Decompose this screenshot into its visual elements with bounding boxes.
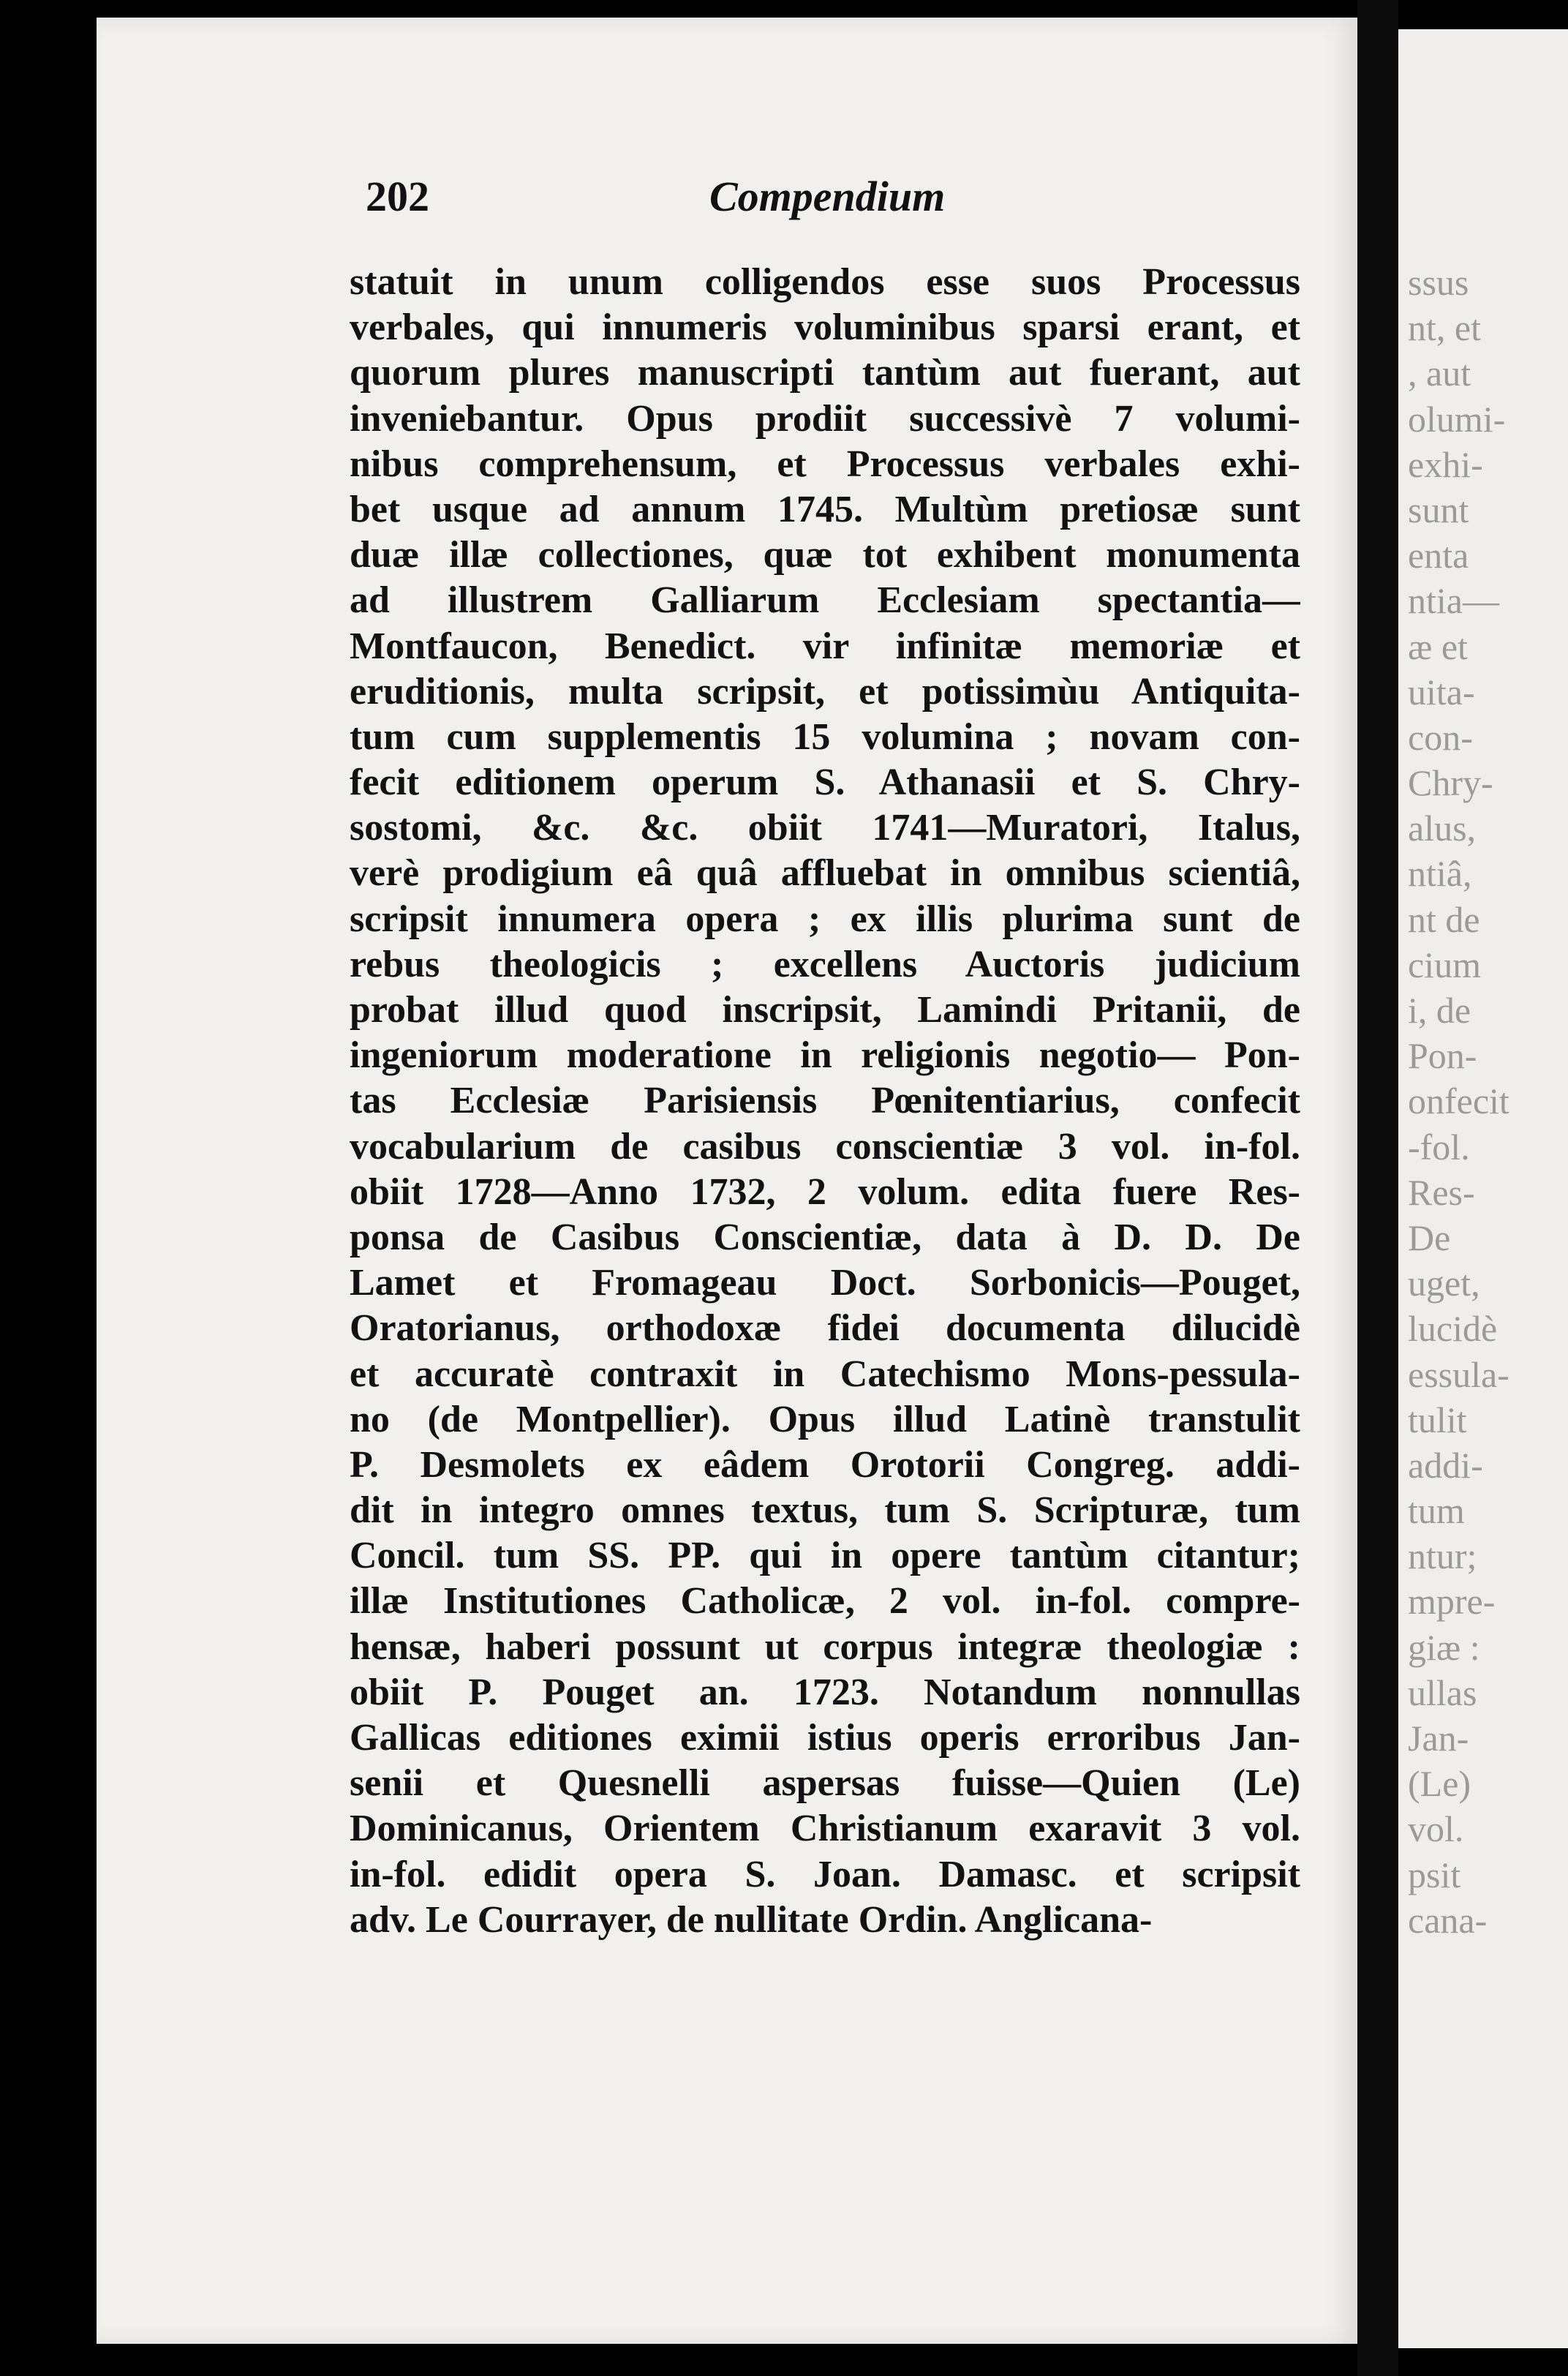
text-line: hensæ, haberi possunt ut corpus integræ theologiæ : bbox=[350, 1625, 1300, 1668]
bleed-line: æ et bbox=[1408, 625, 1468, 667]
text-line: illæ Institutiones Catholicæ, 2 vol. in-fol. compre- bbox=[350, 1580, 1300, 1623]
page-gutter bbox=[1357, 0, 1398, 2376]
text-line: verbales, qui innumeris voluminibus sparsi erant, et bbox=[350, 307, 1300, 349]
text-line: nibus comprehensum, et Processus verbales exhi- bbox=[350, 443, 1300, 485]
bleed-line: essula- bbox=[1408, 1353, 1509, 1395]
text-line: P. Desmolets ex eâdem Orotorii Congreg. addi- bbox=[350, 1443, 1300, 1486]
text-line: statuit in unum colligendos esse suos Processus bbox=[350, 261, 1300, 303]
text-line: adv. Le Courrayer, de nullitate Ordin. Anglicana- bbox=[350, 1898, 1153, 1941]
text-line: verè prodigium eâ quâ affluebat in omnibus scientiâ, bbox=[350, 852, 1300, 895]
bleed-line: (Le) bbox=[1408, 1763, 1471, 1805]
bleed-line: sunt bbox=[1408, 489, 1469, 530]
text-line: eruditionis, multa scripsit, et potissimùu Antiquita- bbox=[350, 670, 1300, 713]
bleed-line: ntiâ, bbox=[1408, 853, 1472, 895]
text-line: no (de Montpellier). Opus illud Latinè transtulit bbox=[350, 1398, 1300, 1440]
bleed-line: enta bbox=[1408, 535, 1469, 576]
bleed-line: Jan- bbox=[1408, 1718, 1469, 1759]
text-line: duæ illæ collectiones, quæ tot exhibent monumenta bbox=[350, 534, 1300, 576]
bleed-line: onfecit bbox=[1408, 1080, 1509, 1122]
text-line: sostomi, &c. &c. obiit 1741—Muratori, Italus, bbox=[350, 807, 1300, 849]
text-line: probat illud quod inscripsit, Lamindi Pritanii, de bbox=[350, 989, 1300, 1031]
text-line: senii et Quesnelli aspersas fuisse—Quien (Le) bbox=[350, 1762, 1300, 1805]
bleed-line: Pon- bbox=[1408, 1035, 1477, 1077]
bleed-line: cium bbox=[1408, 944, 1481, 985]
text-line: vocabularium de casibus conscientiæ 3 vol. in-fol. bbox=[350, 1125, 1300, 1168]
bleed-line: i, de bbox=[1408, 990, 1471, 1031]
text-line: Oratorianus, orthodoxæ fidei documenta dilucidè bbox=[350, 1307, 1300, 1350]
bleed-line: Res- bbox=[1408, 1171, 1475, 1213]
text-line: quorum plures manuscripti tantùm aut fuerant, aut bbox=[350, 352, 1300, 394]
text-line: dit in integro omnes textus, tum S. Scripturæ, tum bbox=[350, 1489, 1300, 1532]
page-number: 202 bbox=[366, 173, 429, 220]
bleed-line: tulit bbox=[1408, 1399, 1467, 1440]
bleed-line: giæ : bbox=[1408, 1626, 1480, 1668]
bleed-line: alus, bbox=[1408, 808, 1477, 849]
bleed-line: ullas bbox=[1408, 1672, 1477, 1713]
text-line: Montfaucon, Benedict. vir infinitæ memoriæ et bbox=[350, 625, 1300, 667]
text-line: rebus theologicis ; excellens Auctoris judicium bbox=[350, 943, 1300, 985]
text-line: et accuratè contraxit in Catechismo Mons-pessula- bbox=[350, 1353, 1300, 1395]
page-header bbox=[366, 172, 1294, 230]
text-line: fecit editionem operum S. Athanasii et S. Chry- bbox=[350, 762, 1300, 804]
text-line: Lamet et Fromageau Doct. Sorbonicis—Pouget, bbox=[350, 1262, 1300, 1304]
text-line: bet usque ad annum 1745. Multùm pretiosæ sunt bbox=[350, 488, 1300, 530]
text-line: inveniebantur. Opus prodiit successivè 7 volumi- bbox=[350, 397, 1300, 440]
bleed-line: -fol. bbox=[1408, 1126, 1470, 1168]
running-head: Compendium bbox=[709, 173, 946, 220]
text-line: ad illustrem Galliarum Ecclesiam spectantia— bbox=[350, 579, 1300, 622]
text-line: ingeniorum moderatione in religionis negotio— Pon- bbox=[350, 1034, 1300, 1077]
bleed-line: cana- bbox=[1408, 1899, 1488, 1941]
bleed-line: vol. bbox=[1408, 1808, 1464, 1850]
bleed-line: exhi- bbox=[1408, 443, 1483, 485]
bleed-line: nt de bbox=[1408, 898, 1480, 940]
text-line: obiit P. Pouget an. 1723. Notandum nonnullas bbox=[350, 1671, 1300, 1713]
bleed-line: addi- bbox=[1408, 1444, 1483, 1486]
text-line: in-fol. edidit opera S. Joan. Damasc. et scripsit bbox=[350, 1853, 1300, 1895]
bleed-line: con- bbox=[1408, 716, 1473, 758]
text-line: tas Ecclesiæ Parisiensis Pœnitentiarius, confecit bbox=[350, 1080, 1300, 1122]
text-line: Gallicas editiones eximii istius operis erroribus Jan- bbox=[350, 1717, 1300, 1759]
text-line: scripsit innumera opera ; ex illis plurima sunt de bbox=[350, 898, 1300, 940]
bleed-line: psit bbox=[1408, 1854, 1461, 1895]
bleed-line: nt, et bbox=[1408, 307, 1481, 349]
facing-page-bleed-text bbox=[1408, 260, 1561, 1943]
text-line: tum cum supplementis 15 volumina ; novam con- bbox=[350, 715, 1300, 758]
bleed-line: Chry- bbox=[1408, 762, 1493, 804]
bleed-line: olumi- bbox=[1408, 398, 1506, 440]
bleed-line: uita- bbox=[1408, 671, 1475, 713]
text-line: Concil. tum SS. PP. qui in opere tantùm citantur; bbox=[350, 1535, 1300, 1577]
text-line: Dominicanus, Orientem Christianum exaravit 3 vol. bbox=[350, 1808, 1300, 1850]
bleed-line: De bbox=[1408, 1217, 1451, 1258]
bleed-line: ntur; bbox=[1408, 1535, 1477, 1577]
bleed-line: ssus bbox=[1408, 262, 1469, 303]
text-line: obiit 1728—Anno 1732, 2 volum. edita fuere Res- bbox=[350, 1170, 1300, 1213]
bleed-line: ntia— bbox=[1408, 580, 1499, 622]
bleed-line: , aut bbox=[1408, 353, 1471, 394]
bleed-line: uget, bbox=[1408, 1263, 1480, 1304]
bleed-line: mpre- bbox=[1408, 1581, 1496, 1623]
bleed-line: tum bbox=[1408, 1490, 1465, 1532]
bleed-line: lucidè bbox=[1408, 1308, 1498, 1350]
text-line: ponsa de Casibus Conscientiæ, data à D. D. De bbox=[350, 1216, 1300, 1258]
body-text bbox=[350, 260, 1300, 1943]
